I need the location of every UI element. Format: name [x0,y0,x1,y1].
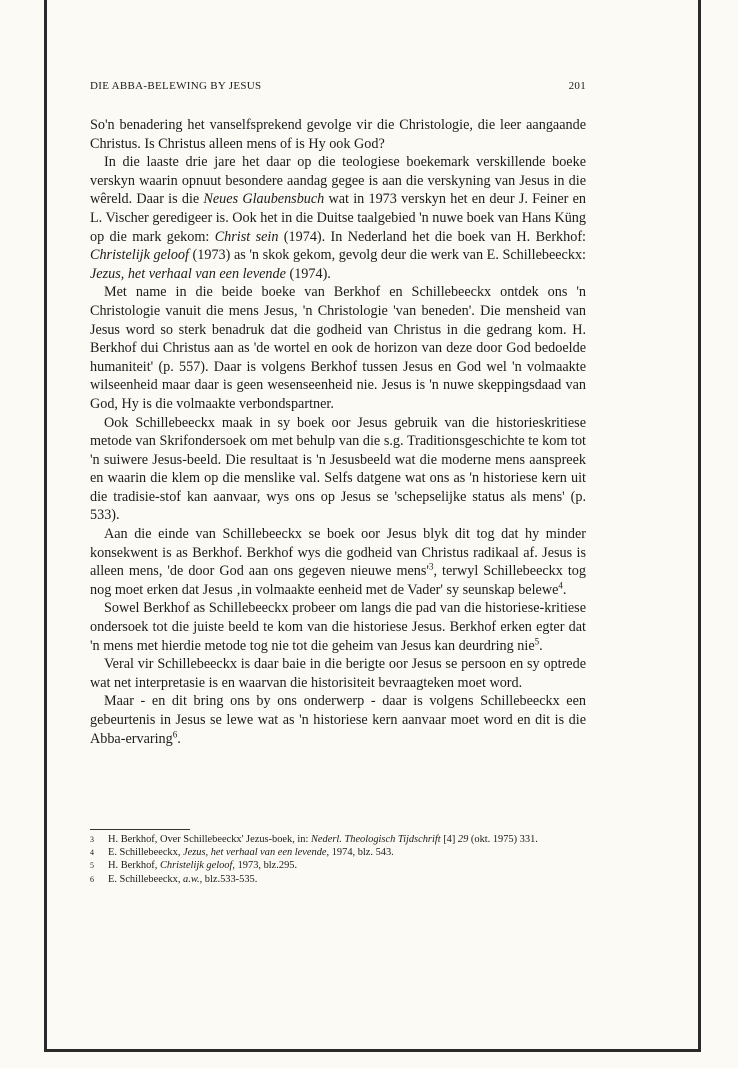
p2-text: (1974). [285,265,331,282]
paragraph-5 [90,525,586,599]
footnote-ref-6: 6 [172,728,178,739]
p5-text: , terwyl Schillebeeckx tog nog moet erken dat Jesus ‚in volmaakte eenheid met de Vader' sy seunskap belewe [90,563,586,598]
footnote-title: Nederl. Theologisch Tijdschrift [311,834,441,845]
footnote-title: Christelijk geloof [159,860,233,872]
footnote-number: 4 [90,848,94,858]
page-border-right [698,0,701,1052]
running-title: DIE ABBA-BELEWING BY JESUS [90,80,262,92]
footnote-text: , 1974, blz. 543. [326,847,394,859]
p2-title-christelijk-geloof: Christelijk geloof [90,247,189,264]
paragraph-1: So'n benadering het vanselfsprekend gevolge vir die Christologie, die leer aangaande Christus. Is Christus alleen mens of is Hy ook God? [90,117,586,152]
page-border-left [44,0,47,1052]
footnote-4 [90,846,586,859]
paragraph-3: Met name in die beide boeke van Berkhof en Schillebeeckx ontdek ons 'n Christologie vanuit die mens Jesus, 'n Christologie 'van beneden'. Die mensheid van Jesus word so sterk benadruk dat die godheid van Christus in die gedrang kom. H. Berkhof dui Christus aan as 'de wortel en ook de horizon van deze door God bedoelde humaniteit' (p. 557). Daar is volgens Berkhof tussen Jesus en God wel 'n volmaakte wilseenheid maar daar is geen wesenseenheid nie. Jesus is 'n nuwe skeppingsdaad van God, Hy is die volmaakte verbondspartner. [90,284,586,412]
paragraph-8 [90,692,586,748]
footnote-3 [90,833,586,846]
footnote-text: , blz.533-535. [199,873,258,885]
paragraph-2 [90,153,586,283]
footnote-title: a.w. [183,873,200,885]
footnote-number: 5 [90,861,94,871]
footnote-ref-5: 5 [534,635,540,646]
footnote-number: 6 [90,874,94,884]
footnote-text: (okt. 1975) 331. [468,834,538,845]
p2-text: In die laaste drie jare het daar op die teologiese boekemark verskillende boeke verskyn waarin opnuut besondere aandag gegee is aan die verskyning van Jesus in die wêreld. Daar is die [90,154,586,208]
page-border-bottom [44,1049,701,1052]
paragraph-6 [90,599,586,655]
body-text [90,116,586,748]
footnote-text: H. Berkhof, [108,860,160,872]
p5-text: Aan die einde van Schillebeeckx se boek oor Jesus blyk dit tog dat hy minder konsekwent is as Berkhof. Berkhof wys die godheid van Christus radikaal af. Jesus is alleen mens, 'de door God aan ons gegeven nieuwe mens' [90,526,586,580]
p2-title-jezus: Jezus, het verhaal van een levende [90,265,286,282]
footnotes [90,833,586,886]
footnote-title: Jezus, het verhaal van een levende [183,847,327,859]
footnote-text: [4] [440,834,458,845]
footnote-6 [90,873,586,886]
footnote-volume: 29 [457,834,469,845]
p2-title-christ-sein: Christ sein [214,228,279,245]
p2-text: (1974). In Nederland het die boek van H. Berkhof: [278,228,586,245]
p5-text: . [562,581,567,598]
p2-title-neues-glaubensbuch: Neues Glaubensbuch [203,191,325,208]
footnote-text: H. Berkhof, Over Schillebeeckx' Jezus-boek, in: [108,834,311,845]
p6-text: . [539,637,543,654]
footnote-text: , 1973, blz.295. [232,860,298,872]
p8-text: . [177,730,181,747]
footnote-ref-4: 4 [558,580,563,591]
p2-text: (1973) as 'n skok gekom, gevolg deur die werk van E. Schillebeeckx: [188,247,586,264]
page-number: 201 [568,80,586,92]
footnote-text: E. Schillebeeckx, [108,847,184,859]
p6-text: Sowel Berkhof as Schillebeeckx probeer om langs die pad van die historiese-kritiese ondersoek tot die juiste beeld te kom van die historiese Jesus. Berkhof erken egter dat 'n mens met hierdie metode tog nie tot die geheim van Jesus kan deurdring nie [90,600,586,654]
p2-text: wat in 1973 verskyn het en deur J. Feiner en L. Vischer geredigeer is. Ook het in die Duitse taalgebied 'n nuwe boek van Hans Küng op die mark gekom: [90,191,586,245]
footnote-5 [90,859,586,872]
footnote-text: E. Schillebeeckx, [108,873,184,885]
paragraph-7: Veral vir Schillebeeckx is daar baie in die berigte oor Jesus se persoon en sy optrede wat net interpretasie is en waarvan die historisiteit bevraagteken moet word. [90,656,586,691]
paragraph-4: Ook Schillebeeckx maak in sy boek oor Jesus gebruik van die historieskritiese metode van Skrifondersoek om met behulp van die s.g. Traditionsgeschichte te kom tot 'n suiwere Jesus-beeld. Die resultaat is 'n Jesusbeeld wat die moderne mens aanspreek en waarin die klem op die menslike val. Selfs datgene wat ons as 'n historiese kern uit die tradisie-stof kan aanvaar, wys ons op Jesus se 'schepselijke status als mens' (p. 533). [90,414,586,524]
footnote-number: 3 [90,835,94,844]
p8-text: Maar - en dit bring ons by ons onderwerp - daar is volgens Schillebeeckx een gebeurtenis in Jesus se lewe wat as 'n historiese kern aanvaar moet word en dit is die Abba-ervaring [90,693,586,747]
footnote-divider [90,829,190,830]
footnote-ref-3: 3 [428,561,434,572]
